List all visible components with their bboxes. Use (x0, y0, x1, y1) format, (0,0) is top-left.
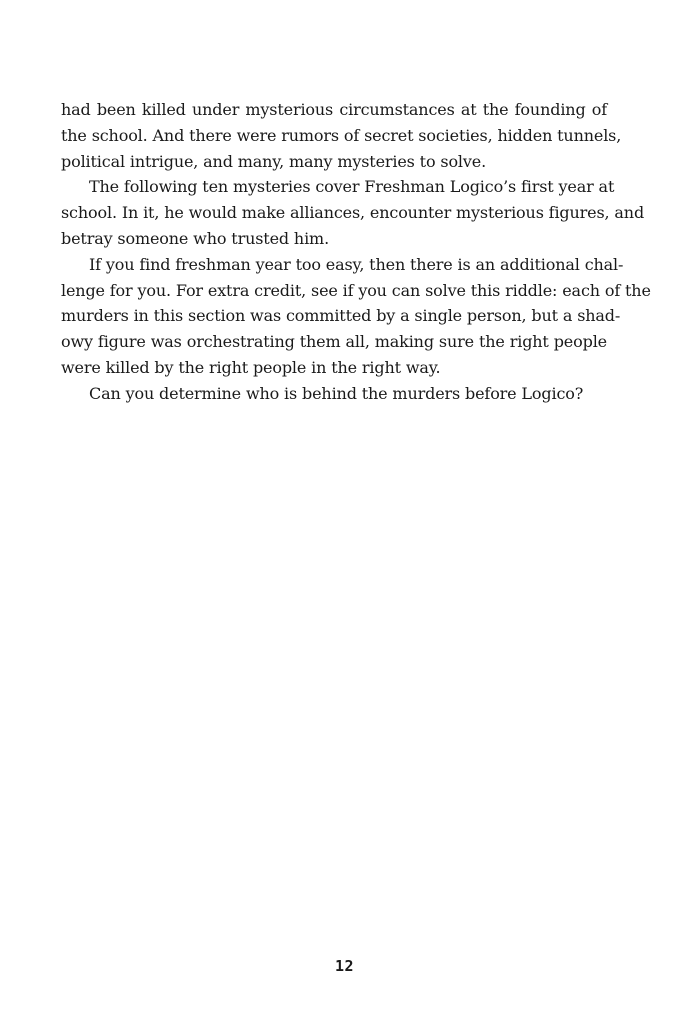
paragraph-1 (61, 97, 622, 174)
paragraph-4 (61, 381, 607, 407)
text-line: school. In it, he would make alliances, encounter mysterious figures, and (61, 203, 645, 223)
page-number: 12 (334, 957, 355, 975)
paragraph-3 (61, 252, 651, 381)
text-line: If you find freshman year too easy, then there is an additional chal- (89, 254, 624, 274)
text-line: owy figure was orchestrating them all, making sure the right people (61, 332, 607, 352)
text-line: lenge for you. For extra credit, see if you can solve this riddle: each of the (61, 280, 651, 300)
text-line: The following ten mysteries cover Freshman Logico’s first year at (89, 177, 615, 197)
page-body (61, 97, 651, 407)
text-line: murders in this section was committed by a single person, but a shad- (61, 306, 621, 326)
text-line: were killed by the right people in the right way. (61, 357, 441, 377)
text-line: Can you determine who is behind the murders before Logico? (89, 383, 584, 403)
text-line: political intrigue, and many, many mysteries to solve. (61, 151, 487, 171)
text-line: betray someone who trusted him. (61, 228, 329, 248)
text-line: the school. And there were rumors of secret societies, hidden tunnels, (61, 125, 622, 145)
text-line: had been killed under mysterious circumstances at the founding of (61, 100, 607, 119)
paragraph-2 (61, 174, 645, 251)
